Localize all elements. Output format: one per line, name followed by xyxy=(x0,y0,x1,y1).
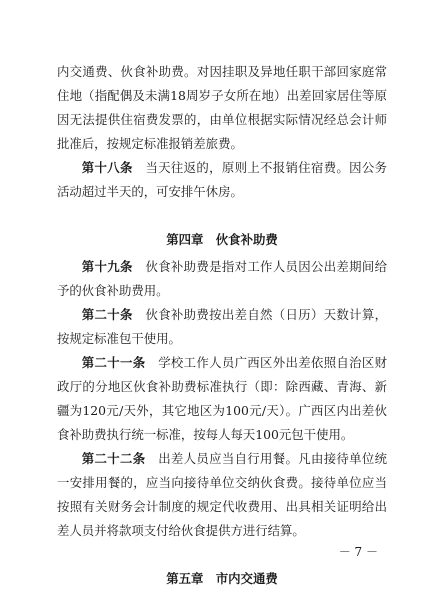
article-label: 第十八条 xyxy=(81,160,133,175)
chapter-heading-5: 第五章 市内交通费 xyxy=(166,571,278,586)
article-text: 伙食补助费是指对工作人员因公出差期间给予的伙食补助费用。 xyxy=(57,259,388,298)
article-label: 第二十条 xyxy=(81,307,133,322)
article-21 xyxy=(57,351,387,447)
page-number: － 7 － xyxy=(338,545,378,559)
article-22 xyxy=(57,447,387,543)
article-19 xyxy=(57,255,387,303)
article-20 xyxy=(57,303,387,351)
article-18 xyxy=(57,156,387,204)
article-text: 伙食补助费按出差自然（日历）天数计算，按规定标准包干使用。 xyxy=(57,307,388,346)
chapter-heading-4: 第四章 伙食补助费 xyxy=(166,232,278,247)
paragraph-continued: 内交通费、伙食补助费。对因挂职及异地任职干部回家庭常住地（指配偶及未满18周岁子女所在地）出差回家居住等原因无法提供住宿费发票的，由单位根据实际情况经总会计师批准后，按规定标准报销差旅费。 xyxy=(57,64,387,151)
document-page xyxy=(57,60,387,591)
article-text: 当天往返的，原则上不报销住宿费。因公务活动超过半天的，可安排午休房。 xyxy=(57,160,388,199)
article-label: 第二十一条 xyxy=(81,355,146,370)
article-text: 学校工作人员广西区外出差依照自治区财政厅的分地区伙食补助费标准执行（即：除西藏、青海、新疆为120元/天外，其它地区为100元/天）。广西区内出差伙食补助费执行统一标准，按每人每天100元包干使用。 xyxy=(57,355,388,442)
article-label: 第二十二条 xyxy=(81,451,146,466)
article-text: 出差人员应当自行用餐。凡由接待单位统一安排用餐的，应当向接待单位交纳伙食费。接待单位应当按照有关财务会计制度的规定代收费用、出具相关证明给出差人员并将款项支付给伙食提供方进行结算。 xyxy=(57,451,388,538)
article-label: 第十九条 xyxy=(81,259,133,274)
